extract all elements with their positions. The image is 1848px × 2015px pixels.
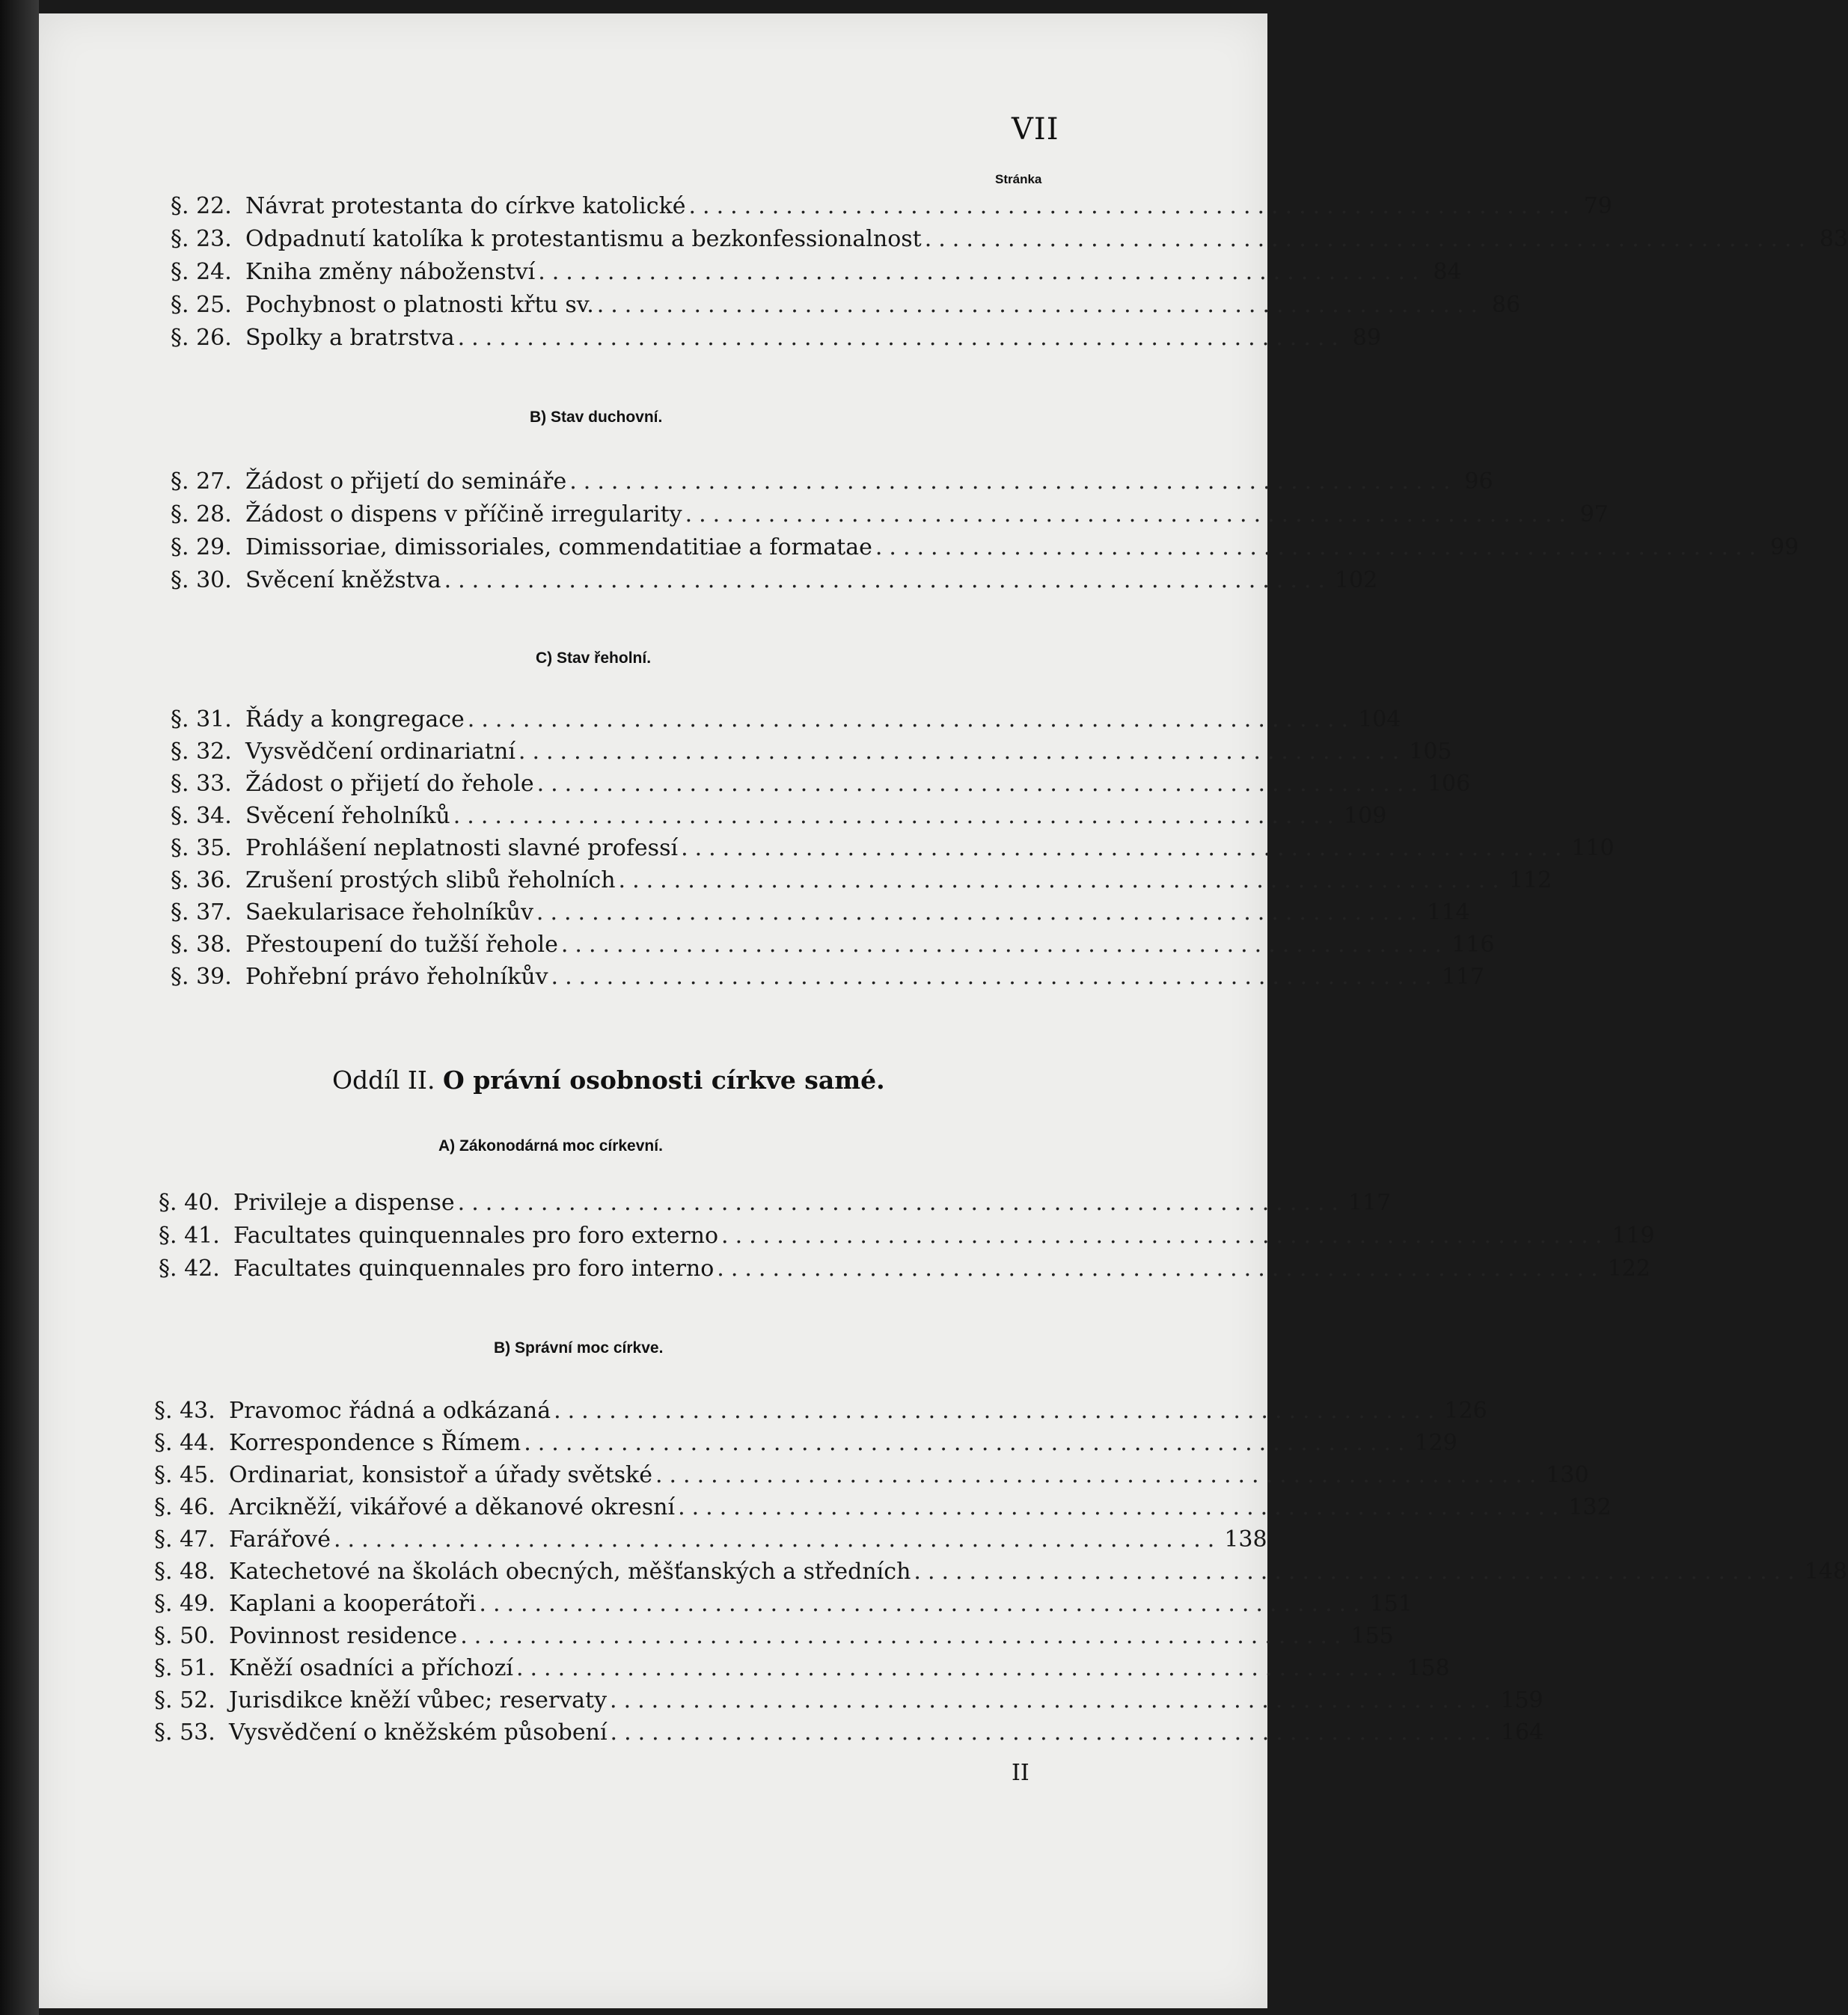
- toc-entry: [154, 1491, 1612, 1524]
- toc-entry: [171, 465, 1493, 498]
- page-number: VII: [1012, 112, 1059, 147]
- entry-title: Zrušení prostých slibů řeholních: [245, 867, 616, 893]
- paragraph-number: §. 39.: [171, 964, 232, 990]
- entry-page: 97: [1579, 501, 1609, 528]
- dot-leader: ................................................................: [460, 1623, 1348, 1649]
- paragraph-number: §. 50.: [154, 1623, 215, 1649]
- toc-entry: [171, 564, 1378, 597]
- dot-leader: ................................................................: [444, 567, 1332, 593]
- entry-title: Kněží osadníci a příchozí: [229, 1655, 513, 1681]
- entry-page: 132: [1568, 1494, 1612, 1520]
- entry-title: Korrespondence s Římem: [229, 1430, 521, 1456]
- entry-title: Farářové: [229, 1526, 331, 1553]
- toc-entry: [171, 961, 1485, 994]
- entry-page: 129: [1414, 1430, 1457, 1456]
- entry-title: Pohřební právo řeholníkův: [245, 964, 548, 990]
- dot-leader: ................................................................: [536, 899, 1425, 926]
- entry-page: 110: [1571, 835, 1615, 861]
- toc-entry: [154, 1620, 1394, 1653]
- paragraph-number: §. 48.: [154, 1559, 215, 1585]
- entry-title: Kaplani a kooperátoři: [229, 1591, 477, 1617]
- entry-page: 83: [1819, 226, 1848, 252]
- toc-entry: [159, 1187, 1392, 1220]
- paragraph-number: §. 33.: [171, 771, 232, 797]
- paragraph-number: §. 26.: [171, 325, 232, 351]
- paragraph-number: §. 45.: [154, 1462, 215, 1488]
- toc-entry: [171, 736, 1452, 768]
- toc-entry: [154, 1556, 1847, 1589]
- dot-leader: ................................................................: [551, 964, 1439, 990]
- dot-leader: ................................................................: [457, 1190, 1345, 1216]
- entry-title: Ordinariat, konsistoř a úřady světské: [229, 1462, 652, 1488]
- paragraph-number: §. 27.: [171, 468, 232, 495]
- section-heading-b: B) Stav duchovní.: [530, 409, 663, 426]
- entry-title: Saekularisace řeholníkův: [245, 899, 533, 926]
- dot-leader: ................................................................: [914, 1559, 1802, 1585]
- dot-leader: ................................................................: [518, 739, 1407, 765]
- paragraph-number: §. 35.: [171, 835, 232, 861]
- entry-title: Žádost o přijetí do semináře: [245, 468, 567, 495]
- entry-title: Katechetové na školách obecných, měšťanských a středních: [229, 1559, 911, 1585]
- toc-entry: [171, 322, 1381, 355]
- dot-leader: ................................................................: [538, 259, 1426, 285]
- toc-entry: [171, 289, 1521, 322]
- entry-page: 130: [1546, 1462, 1589, 1488]
- dot-leader: ................................................................: [334, 1526, 1222, 1553]
- dot-leader: ................................................................: [467, 706, 1356, 733]
- signature-mark: II: [1012, 1760, 1029, 1786]
- entry-page: 104: [1358, 706, 1401, 733]
- paragraph-number: §. 51.: [154, 1655, 215, 1681]
- toc-entry: [171, 223, 1848, 256]
- dot-leader: ................................................................: [618, 867, 1506, 893]
- entry-title: Pochybnost o platnosti křtu sv.: [245, 292, 594, 318]
- entry-title: Svěcení kněžstva: [245, 567, 441, 593]
- toc-entry: [171, 896, 1470, 929]
- paragraph-number: §. 30.: [171, 567, 232, 593]
- paragraph-number: §. 36.: [171, 867, 232, 893]
- entry-title: Žádost o dispens v příčině irregularity: [245, 501, 682, 528]
- toc-entry: [159, 1253, 1650, 1285]
- entry-title: Kniha změny náboženství: [245, 259, 536, 285]
- page-edge-shadow: [0, 0, 39, 2015]
- toc-entry: [171, 929, 1495, 961]
- entry-title: Přestoupení do tužší řehole: [245, 932, 558, 958]
- paragraph-number: §. 40.: [159, 1190, 220, 1216]
- paragraph-number: §. 32.: [171, 739, 232, 765]
- entry-page: 105: [1409, 739, 1452, 765]
- entry-page: 117: [1441, 964, 1485, 990]
- dot-leader: ................................................................: [457, 325, 1345, 351]
- entry-title: Pravomoc řádná a odkázaná: [229, 1398, 551, 1424]
- entry-page: 86: [1491, 292, 1521, 318]
- toc-entry: [171, 864, 1552, 897]
- toc-entry: [171, 832, 1615, 865]
- part-heading: [332, 1065, 885, 1095]
- entry-page: 84: [1433, 259, 1462, 285]
- dot-leader: ................................................................: [536, 771, 1425, 797]
- part-title: O právní osobnosti církve samé.: [442, 1065, 885, 1095]
- dot-leader: ................................................................: [560, 932, 1449, 958]
- entry-title: Žádost o přijetí do řehole: [245, 771, 534, 797]
- toc-entry: [154, 1588, 1413, 1621]
- paragraph-number: §. 34.: [171, 803, 232, 829]
- dot-leader: ................................................................: [678, 1494, 1566, 1520]
- toc-entry: [154, 1427, 1457, 1460]
- dot-leader: ................................................................: [685, 501, 1573, 528]
- dot-leader: ................................................................: [524, 1430, 1412, 1456]
- entry-page: 158: [1407, 1655, 1450, 1681]
- paragraph-number: §. 42.: [159, 1256, 220, 1282]
- paragraph-number: §. 25.: [171, 292, 232, 318]
- dot-leader: ................................................................: [479, 1591, 1367, 1617]
- section-heading-legislative: A) Zákonodárná moc církevní.: [438, 1137, 663, 1155]
- dot-leader: ................................................................: [688, 193, 1576, 219]
- dot-leader: ................................................................: [554, 1398, 1442, 1424]
- paragraph-number: §. 52.: [154, 1687, 215, 1713]
- toc-entry: [171, 768, 1471, 801]
- dot-leader: ................................................................: [717, 1256, 1605, 1282]
- entry-page: 155: [1350, 1623, 1394, 1649]
- paragraph-number: §. 28.: [171, 501, 232, 528]
- toc-entry: [171, 256, 1462, 289]
- toc-entry: [154, 1684, 1543, 1717]
- paragraph-number: §. 37.: [171, 899, 232, 926]
- entry-page: 164: [1500, 1719, 1544, 1746]
- entry-page: 148: [1804, 1559, 1847, 1585]
- entry-title: Jurisdikce kněží vůbec; reservaty: [229, 1687, 608, 1713]
- paragraph-number: §. 38.: [171, 932, 232, 958]
- dot-leader: ................................................................: [924, 226, 1813, 252]
- entry-page: 102: [1334, 567, 1378, 593]
- toc-entry: [171, 703, 1401, 736]
- entry-title: Spolky a bratrstva: [245, 325, 455, 351]
- part-label: Oddíl II.: [332, 1065, 435, 1095]
- paragraph-number: §. 43.: [154, 1398, 215, 1424]
- entry-page: 99: [1770, 534, 1799, 560]
- toc-entry: [171, 498, 1609, 531]
- entry-page: 138: [1224, 1526, 1267, 1553]
- entry-title: Facultates quinquennales pro foro externo: [233, 1223, 719, 1249]
- paragraph-number: §. 29.: [171, 534, 232, 560]
- toc-entry: [154, 1459, 1589, 1492]
- toc-entry: [154, 1523, 1267, 1556]
- entry-title: Odpadnutí katolíka k protestantismu a bezkonfessionalnost: [245, 226, 922, 252]
- entry-page: 117: [1347, 1190, 1392, 1216]
- page-column-header: Stránka: [995, 172, 1042, 186]
- paragraph-number: §. 47.: [154, 1526, 215, 1553]
- entry-page: 96: [1464, 468, 1493, 495]
- paragraph-number: §. 24.: [171, 259, 232, 285]
- paragraph-number: §. 46.: [154, 1494, 215, 1520]
- paragraph-number: §. 31.: [171, 706, 232, 733]
- entry-page: 106: [1427, 771, 1471, 797]
- entry-page: 114: [1427, 899, 1470, 926]
- section-heading-c: C) Stav řeholní.: [536, 649, 652, 667]
- paragraph-number: §. 23.: [171, 226, 232, 252]
- entry-page: 159: [1500, 1687, 1543, 1713]
- paragraph-number: §. 49.: [154, 1591, 215, 1617]
- paragraph-number: §. 41.: [159, 1223, 220, 1249]
- toc-entry: [171, 531, 1799, 564]
- dot-leader: ................................................................: [569, 468, 1457, 495]
- dot-leader: ................................................................: [721, 1223, 1609, 1249]
- entry-page: 116: [1451, 932, 1495, 958]
- dot-leader: ................................................................: [681, 835, 1569, 861]
- dot-leader: ................................................................: [515, 1655, 1404, 1681]
- entry-page: 119: [1612, 1223, 1655, 1249]
- entry-page: 122: [1607, 1256, 1650, 1282]
- dot-leader: ................................................................: [875, 534, 1763, 560]
- entry-page: 89: [1352, 325, 1381, 351]
- dot-leader: ................................................................: [610, 1687, 1498, 1713]
- entry-title: Vysvědčení ordinariatní: [245, 739, 515, 765]
- dot-leader: ................................................................: [596, 292, 1485, 318]
- dot-leader: ................................................................: [610, 1719, 1498, 1746]
- entry-title: Dimissoriae, dimissoriales, commendatitiae a formatae: [245, 534, 872, 560]
- entry-title: Arcikněží, vikářové a děkanové okresní: [229, 1494, 676, 1520]
- toc-entry: [154, 1652, 1450, 1685]
- paragraph-number: §. 44.: [154, 1430, 215, 1456]
- entry-title: Facultates quinquennales pro foro interno: [233, 1256, 715, 1282]
- entry-title: Návrat protestanta do církve katolické: [245, 193, 686, 219]
- entry-title: Prohlášení neplatnosti slavné professí: [245, 835, 679, 861]
- entry-title: Povinnost residence: [229, 1623, 458, 1649]
- toc-entry: [154, 1395, 1487, 1428]
- dot-leader: ................................................................: [453, 803, 1341, 829]
- paragraph-number: §. 22.: [171, 193, 232, 219]
- entry-title: Řády a kongregace: [245, 706, 465, 733]
- toc-entry: [159, 1220, 1655, 1253]
- toc-entry: [154, 1716, 1544, 1749]
- dot-leader: ................................................................: [655, 1462, 1543, 1488]
- entry-page: 151: [1369, 1591, 1413, 1617]
- section-heading-administrative: B) Správní moc církve.: [494, 1339, 664, 1357]
- entry-page: 112: [1508, 867, 1552, 893]
- toc-entry: [171, 800, 1387, 833]
- entry-page: 109: [1344, 803, 1387, 829]
- entry-title: Privileje a dispense: [233, 1190, 455, 1216]
- paragraph-number: §. 53.: [154, 1719, 215, 1746]
- toc-entry: [171, 190, 1612, 223]
- entry-title: Svěcení řeholníků: [245, 803, 450, 829]
- entry-page: 126: [1444, 1398, 1487, 1424]
- entry-title: Vysvědčení o kněžském působení: [229, 1719, 608, 1746]
- entry-page: 79: [1583, 193, 1612, 219]
